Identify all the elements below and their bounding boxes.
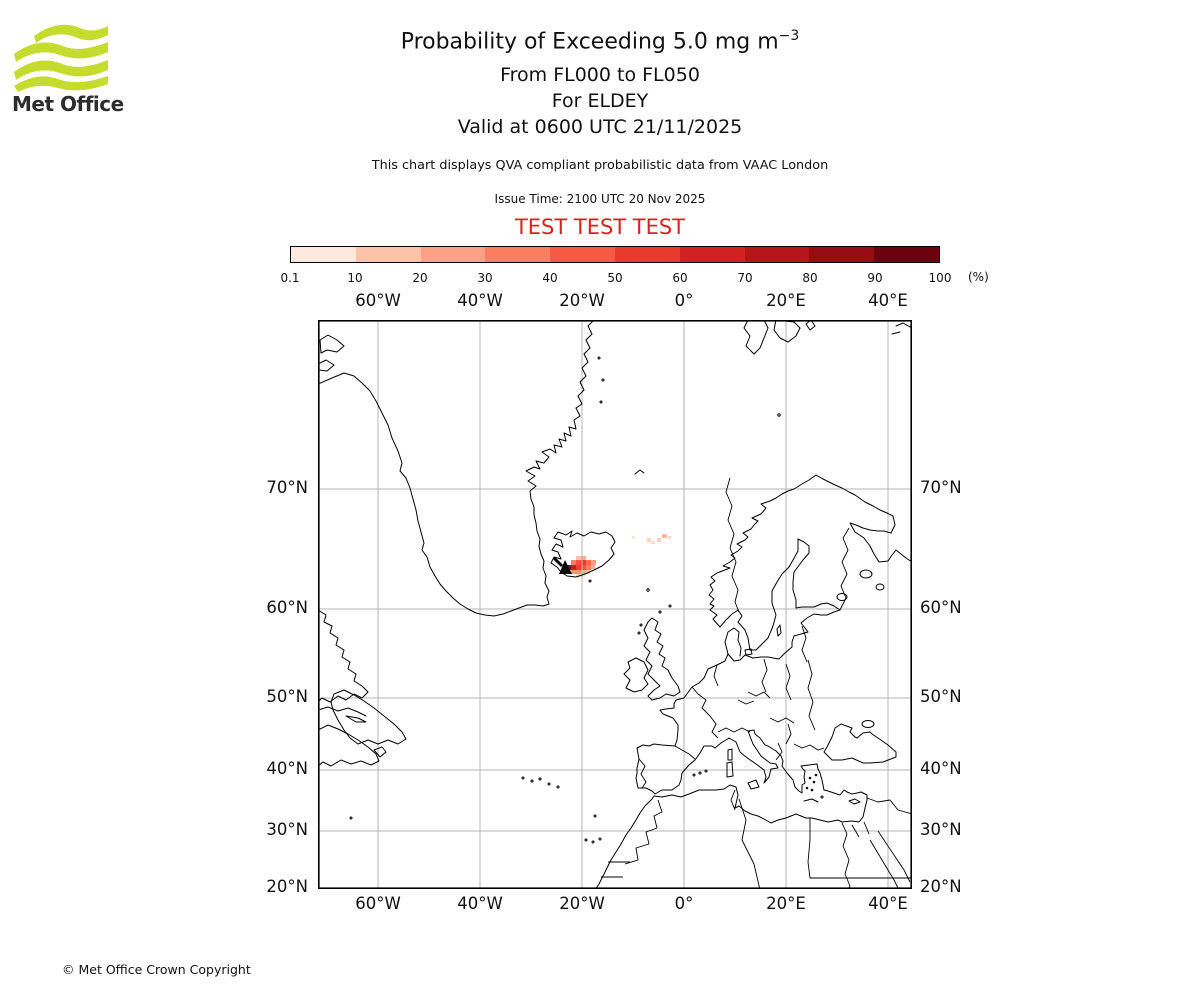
qva-note: This chart displays QVA compliant probabilistic data from VAAC London bbox=[371, 158, 829, 173]
lat-label-right: 50°N bbox=[920, 687, 962, 706]
lon-label-top: 0° bbox=[674, 291, 694, 310]
colorbar-segment-2 bbox=[421, 247, 486, 262]
colorbar-tick-label: 100 bbox=[928, 271, 952, 285]
lat-lon-gridlines bbox=[318, 320, 912, 889]
colorbar-segment-9 bbox=[874, 247, 939, 262]
lat-label-left: 60°N bbox=[266, 598, 308, 617]
colorbar-tick-label: 0.1 bbox=[280, 271, 300, 285]
lat-label-left: 70°N bbox=[266, 478, 308, 497]
ash-probability-cell bbox=[662, 534, 667, 538]
lat-label-right: 60°N bbox=[920, 598, 962, 617]
ash-probability-cell bbox=[571, 560, 576, 565]
subtitle-valid-time: Valid at 0600 UTC 21/11/2025 bbox=[457, 116, 743, 138]
colorbar-tick-label: 90 bbox=[867, 271, 883, 285]
ash-probability-cell bbox=[576, 565, 581, 570]
lat-label-right: 40°N bbox=[920, 759, 962, 778]
probability-colorbar bbox=[290, 246, 940, 263]
colorbar-tick-label: 10 bbox=[347, 271, 363, 285]
lon-label-bottom: 0° bbox=[674, 894, 694, 913]
colorbar-tick-label: 50 bbox=[607, 271, 623, 285]
lon-label-top: 20°W bbox=[559, 291, 605, 310]
met-office-logo-text: Met Office bbox=[12, 92, 124, 116]
lon-label-top: 20°E bbox=[766, 291, 806, 310]
lon-label-top: 60°W bbox=[355, 291, 401, 310]
ash-probability-cell bbox=[632, 536, 635, 539]
lat-label-left: 20°N bbox=[266, 877, 308, 896]
lat-label-left: 40°N bbox=[266, 759, 308, 778]
ash-probability-cell bbox=[651, 541, 655, 544]
lon-label-top: 40°E bbox=[868, 291, 908, 310]
copyright-notice: © Met Office Crown Copyright bbox=[62, 962, 251, 977]
map-border bbox=[319, 321, 911, 888]
colorbar-tick-label: 80 bbox=[802, 271, 818, 285]
lon-label-top: 40°W bbox=[457, 291, 503, 310]
ash-probability-cells bbox=[567, 534, 671, 577]
subtitle-flight-levels: From FL000 to FL050 bbox=[500, 64, 700, 86]
colorbar-tick-label: 60 bbox=[672, 271, 688, 285]
lat-label-left: 50°N bbox=[266, 687, 308, 706]
ash-probability-cell bbox=[586, 560, 591, 565]
colorbar-tick-label: 40 bbox=[542, 271, 558, 285]
ash-probability-cell bbox=[657, 538, 661, 542]
lon-label-bottom: 40°E bbox=[868, 894, 908, 913]
test-banner: TEST TEST TEST bbox=[514, 215, 686, 239]
lat-label-left: 30°N bbox=[266, 820, 308, 839]
colorbar-unit-label: (%) bbox=[968, 270, 989, 284]
ash-probability-cell bbox=[571, 570, 576, 574]
ash-probability-cell bbox=[586, 565, 591, 570]
lat-label-right: 70°N bbox=[920, 478, 962, 497]
colorbar-tick-label: 70 bbox=[737, 271, 753, 285]
ash-probability-cell bbox=[591, 560, 596, 565]
page-title bbox=[0, 28, 1200, 54]
title-text: Probability of Exceeding 5.0 mg m bbox=[400, 29, 779, 55]
subtitle-volcano: For ELDEY bbox=[551, 90, 649, 112]
coastlines bbox=[318, 320, 912, 889]
lat-label-right: 30°N bbox=[920, 820, 962, 839]
map-canvas bbox=[318, 320, 912, 889]
ash-probability-cell bbox=[571, 565, 576, 570]
ash-probability-cell bbox=[591, 565, 595, 569]
colorbar-segment-5 bbox=[615, 247, 680, 262]
colorbar-segment-4 bbox=[550, 247, 615, 262]
colorbar-segment-8 bbox=[809, 247, 874, 262]
colorbar-tick-label: 20 bbox=[412, 271, 428, 285]
map-area bbox=[318, 320, 912, 889]
lon-label-bottom: 20°E bbox=[766, 894, 806, 913]
colorbar-segment-6 bbox=[680, 247, 745, 262]
lon-label-bottom: 20°W bbox=[559, 894, 605, 913]
lat-label-right: 20°N bbox=[920, 877, 962, 896]
ash-probability-cell bbox=[668, 536, 671, 539]
lon-label-bottom: 60°W bbox=[355, 894, 401, 913]
issue-time: Issue Time: 2100 UTC 20 Nov 2025 bbox=[494, 192, 706, 206]
colorbar-segment-0 bbox=[291, 247, 356, 262]
colorbar-segment-1 bbox=[356, 247, 421, 262]
colorbar-segment-7 bbox=[745, 247, 810, 262]
ash-probability-cell bbox=[576, 570, 581, 574]
colorbar-segment-3 bbox=[485, 247, 550, 262]
ash-probability-cell bbox=[576, 560, 581, 565]
ash-probability-cell bbox=[647, 538, 651, 542]
title-exponent: −3 bbox=[778, 28, 800, 44]
colorbar-tick-label: 30 bbox=[477, 271, 493, 285]
lon-label-bottom: 40°W bbox=[457, 894, 503, 913]
